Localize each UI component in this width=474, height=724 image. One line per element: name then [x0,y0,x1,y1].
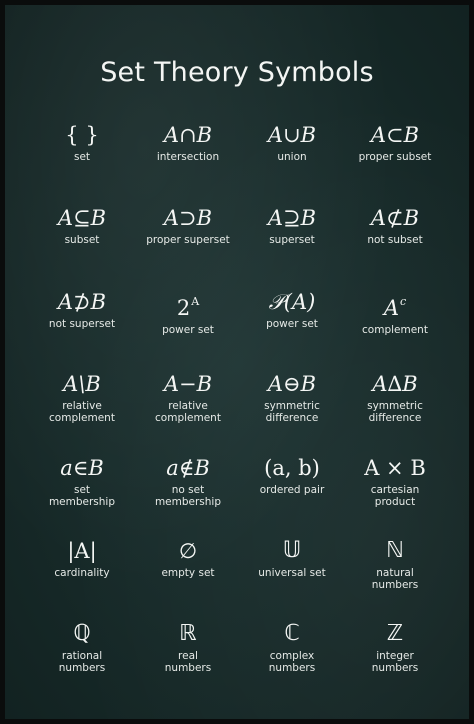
symbol-card [132,455,244,508]
symbol-notation: (a, b) [264,456,320,480]
poster-title: Set Theory Symbols [100,57,374,88]
symbol-notation: A⊄B [370,206,420,230]
symbol-card [26,538,138,579]
symbol-notation: A × B [364,456,426,480]
rational-numbers-icon [26,621,138,647]
symbol-card [339,455,451,508]
symbol-notation: ∅ [178,539,198,563]
symbol-notation: A⊆B [57,206,107,230]
symbol-label: not subset [367,234,423,246]
symbol-card [339,538,451,591]
symbol-notation: A⊂B [370,123,420,147]
symbol-label: complement [362,324,428,336]
intersection-icon [132,122,244,148]
symbol-notation: A∪B [267,123,317,147]
braces-icon [26,122,138,148]
symbol-card [236,289,348,330]
symbol-notation: 𝕌 [282,538,302,563]
symbol-label: set [73,151,91,163]
symbol-label: proper superset [146,234,230,246]
symbol-label: set membership [48,484,116,508]
symbol-card [26,122,138,163]
symbol-notation: ℝ [179,621,197,646]
symbol-label: power set [162,324,214,336]
symbol-card [26,455,138,508]
not-subset-icon [339,205,451,231]
subset-icon [26,205,138,231]
symbol-notation: A∆B [372,372,418,396]
symbol-label: symmetric difference [367,400,423,424]
symbol-card [236,371,348,424]
symbol-notation: A\B [63,372,101,396]
symbol-card [132,205,244,246]
empty-set-icon [132,538,244,564]
backslash-difference-icon [26,371,138,397]
symbol-label: rational numbers [58,650,106,674]
symbol-label: superset [269,234,315,246]
symbol-card [236,538,348,579]
symbol-notation: { } [65,123,99,147]
symbol-card [26,621,138,674]
symbol-card [339,205,451,246]
element-of-icon [26,455,138,481]
symbol-label: no set membership [154,484,222,508]
symbol-label: integer numbers [371,650,419,674]
symbol-notation: a∈B [60,456,104,480]
symbol-notation: A−B [163,372,213,396]
delta-icon [339,371,451,397]
symbol-card [339,122,451,163]
symbol-notation: A⊃B [163,206,213,230]
symbol-superscript: A [191,295,200,308]
symbol-label: cartesian product [370,484,420,508]
symbol-card [236,455,348,496]
symbol-card [26,371,138,424]
power-set-icon [132,289,244,321]
superset-icon [236,205,348,231]
symbol-label: not superset [48,318,116,330]
universal-set-icon [236,538,348,564]
symbol-card [236,122,348,163]
symbol-card [339,371,451,424]
symbol-card [132,538,244,579]
symbol-label: union [277,151,307,163]
proper-superset-icon [132,205,244,231]
symbol-label: power set [266,318,318,330]
symbol-notation: 2 [176,296,191,320]
symbol-card [132,289,244,336]
circled-minus-icon [236,371,348,397]
complement-icon [339,289,451,321]
symbol-card [26,205,138,246]
symbol-notation: ℕ [386,538,404,563]
minus-difference-icon [132,371,244,397]
symbol-notation: a∉B [166,456,210,480]
symbol-notation: A⊇B [267,206,317,230]
script-p-icon [236,289,348,315]
symbol-notation: |A| [67,539,97,563]
symbol-label: ordered pair [259,484,325,496]
symbol-card [132,621,244,674]
symbol-label: subset [64,234,100,246]
symbol-label: empty set [161,567,215,579]
real-numbers-icon [132,621,244,647]
symbol-notation: 𝒫(A) [268,290,316,314]
symbol-card [339,621,451,674]
symbol-label: proper subset [358,151,432,163]
union-icon [236,122,348,148]
symbol-notation: ℤ [386,621,404,646]
symbol-card [132,371,244,424]
ordered-pair-icon [236,455,348,481]
symbol-label: intersection [156,151,220,163]
integer-numbers-icon [339,621,451,647]
complex-numbers-icon [236,621,348,647]
symbol-superscript: c [400,295,407,308]
symbol-label: real numbers [164,650,212,674]
proper-subset-icon [339,122,451,148]
symbol-label: relative complement [49,400,115,424]
symbol-card [26,289,138,330]
symbol-label: relative complement [155,400,221,424]
symbol-label: universal set [258,567,326,579]
not-element-of-icon [132,455,244,481]
symbol-label: cardinality [54,567,110,579]
symbol-label: symmetric difference [264,400,320,424]
symbol-notation: A⊅B [57,290,107,314]
symbol-label: complex numbers [268,650,316,674]
symbol-label: natural numbers [371,567,419,591]
symbol-notation: ℂ [284,621,300,646]
cross-product-icon [339,455,451,481]
symbol-notation: A⊖B [267,372,317,396]
not-superset-icon [26,289,138,315]
cardinality-icon [26,538,138,564]
symbol-notation: ℚ [73,621,91,646]
symbol-card [339,289,451,336]
symbol-notation: A∩B [163,123,213,147]
symbol-notation: A [383,296,399,320]
symbol-card [132,122,244,163]
symbol-card [236,621,348,674]
natural-numbers-icon [339,538,451,564]
symbol-card [236,205,348,246]
